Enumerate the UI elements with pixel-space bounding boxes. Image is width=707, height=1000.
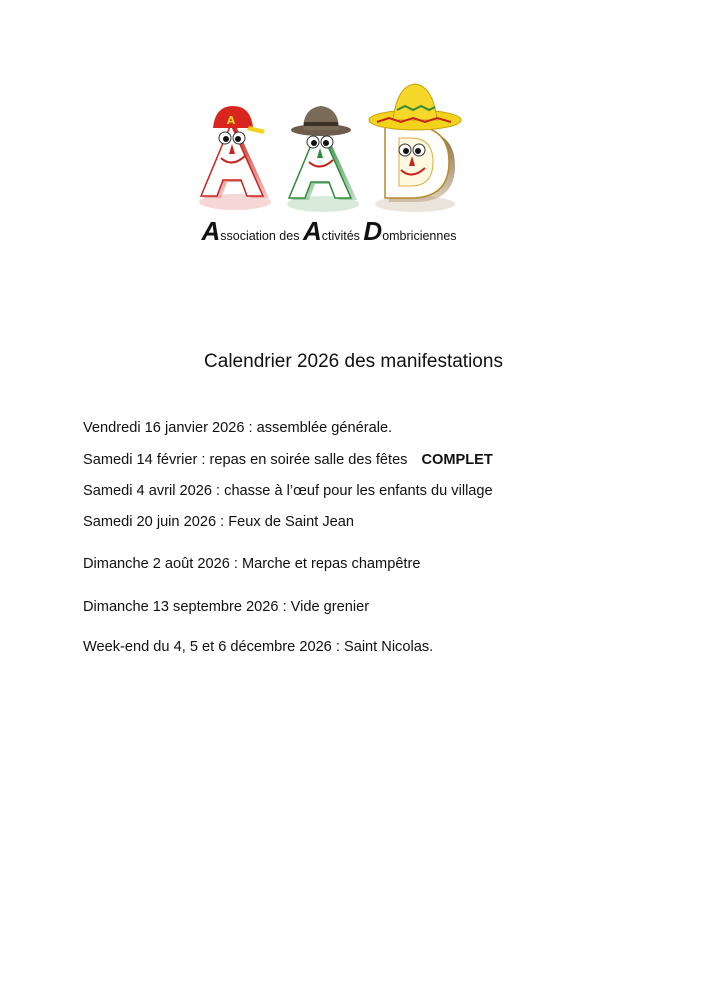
event-item [83, 481, 493, 501]
event-item [83, 418, 392, 438]
letter-a2-character [289, 106, 357, 200]
event-text: Vendredi 16 janvier 2026 : assemblée générale. [83, 420, 393, 436]
event-item [83, 554, 420, 574]
page-title: Calendrier 2026 des manifestations [204, 351, 503, 372]
letter-d-character [369, 84, 461, 202]
event-text: Dimanche 13 septembre 2026 : Vide grenier [83, 599, 370, 615]
event-text: Samedi 14 février : repas en soirée salle des fêtes [83, 452, 408, 468]
association-name [200, 216, 456, 246]
event-item [83, 637, 433, 657]
name-initial-2: A [302, 216, 322, 246]
event-item [83, 450, 493, 470]
logo-graphic [193, 80, 465, 268]
event-text: Dimanche 2 août 2026 : Marche et repas champêtre [83, 556, 421, 572]
event-item [83, 512, 354, 532]
name-part-3: ombriciennes [382, 229, 457, 243]
name-initial-3: D [363, 216, 383, 246]
cap-letter: A [226, 114, 236, 127]
event-text: Samedi 20 juin 2026 : Feux de Saint Jean [83, 514, 354, 530]
event-text: Week-end du 4, 5 et 6 décembre 2026 : Saint Nicolas. [83, 639, 434, 655]
name-initial-1: A [201, 216, 221, 246]
event-text: Samedi 4 avril 2026 : chasse à l’œuf pour les enfants du village [83, 483, 493, 499]
event-item [83, 597, 369, 617]
name-part-2: ctivités [321, 229, 364, 243]
name-part-1: ssociation des [220, 229, 303, 243]
association-logo [193, 80, 465, 268]
letter-a1-character [201, 106, 269, 198]
status-badge: COMPLET [421, 452, 493, 468]
